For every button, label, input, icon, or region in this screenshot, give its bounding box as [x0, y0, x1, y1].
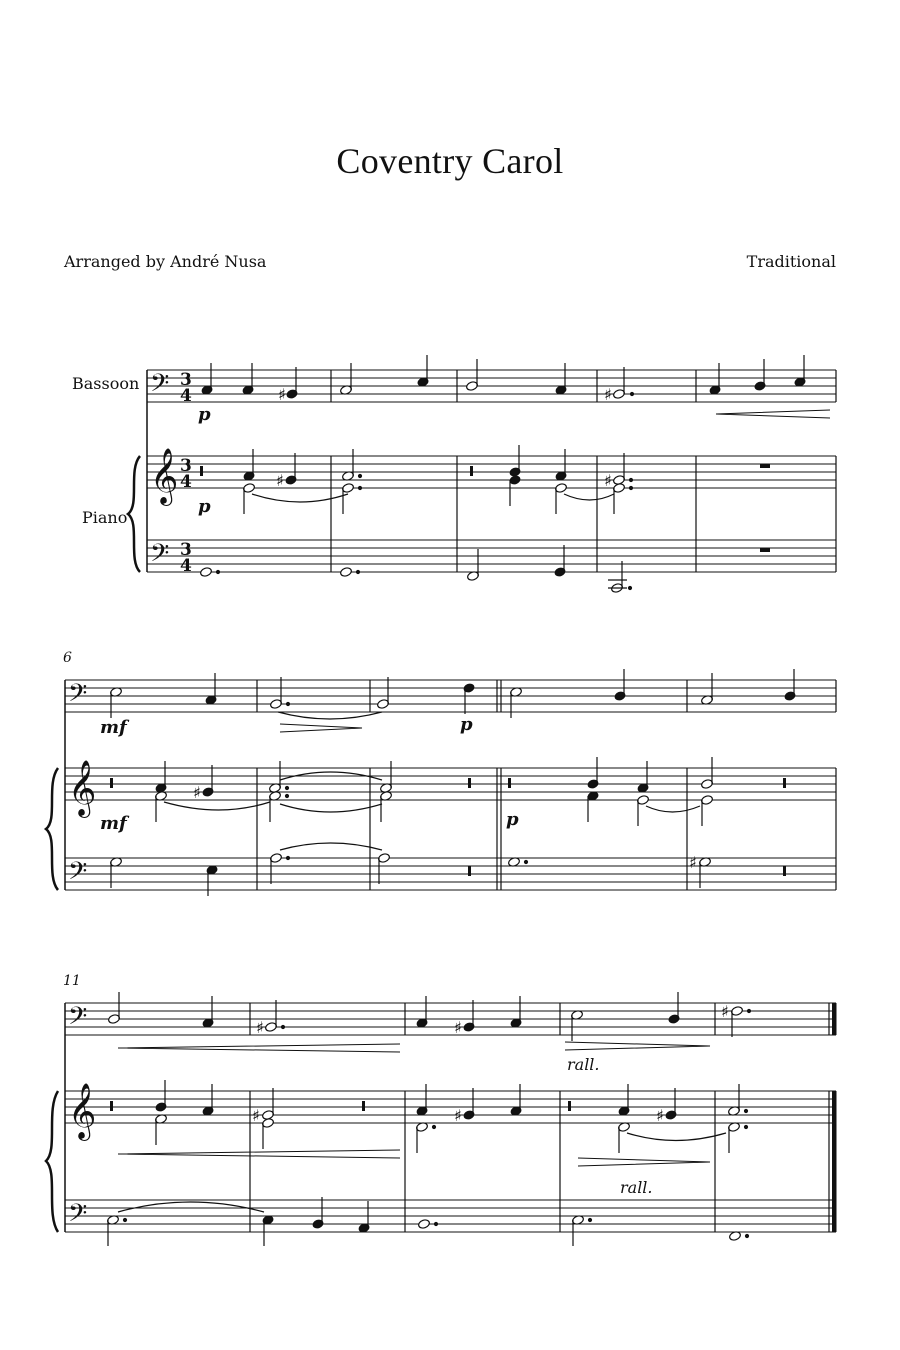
piano-lh-notes-3: [107, 1197, 749, 1246]
crescendo-hairpin: [118, 1150, 400, 1158]
decrescendo-hairpin: [280, 724, 362, 732]
tie: [280, 843, 382, 850]
svg-text:3: 3: [180, 370, 192, 390]
bass-clef-icon: 𝄢: [68, 857, 88, 892]
treble-clef-icon: 𝄞: [150, 448, 179, 504]
barlines-3: [250, 1003, 829, 1232]
sharp-icon: ♯: [193, 783, 201, 802]
staff-piano-rh-3: [65, 1091, 836, 1123]
bass-clef-icon: 𝄢: [150, 369, 170, 404]
sharp-icon: ♯: [604, 471, 612, 490]
system-1: [72, 355, 836, 593]
dynamic-mf: mf: [100, 717, 127, 738]
tie: [252, 494, 348, 502]
tie: [627, 1133, 726, 1141]
svg-text:4: 4: [180, 386, 192, 406]
rall-marking: rall.: [567, 1055, 600, 1074]
decrescendo-hairpin: [565, 1042, 710, 1050]
dynamic-p: p: [198, 496, 211, 517]
bass-clef-icon: 𝄢: [68, 679, 88, 714]
staff-piano-lh-1: [147, 540, 836, 572]
staff-bassoon-2: [65, 680, 836, 712]
bass-clef-icon: 𝄢: [150, 539, 170, 574]
staff-piano-lh-2: [65, 858, 836, 890]
tie: [564, 494, 614, 500]
instrument-label-piano: Piano: [82, 508, 128, 527]
decrescendo-hairpin: [578, 1158, 710, 1166]
rall-marking: rall.: [620, 1178, 653, 1197]
sharp-icon: ♯: [604, 385, 612, 404]
sharp-icon: ♯: [252, 1106, 260, 1125]
measure-number: 11: [63, 973, 81, 989]
staff-piano-lh-3: [65, 1200, 836, 1232]
system-2: [46, 650, 836, 896]
piano-brace: [128, 456, 140, 572]
dynamic-mf: mf: [100, 813, 127, 834]
piano-lh-notes-1: [200, 545, 770, 593]
tie: [280, 804, 382, 812]
score-title: Coventry Carol: [336, 141, 564, 181]
bassoon-notes-3: [108, 992, 751, 1041]
instrument-label-bassoon: Bassoon: [72, 374, 140, 393]
sharp-icon: ♯: [454, 1018, 462, 1037]
sharp-icon: ♯: [256, 1018, 264, 1037]
svg-text:3: 3: [180, 456, 192, 476]
svg-text:3: 3: [180, 540, 192, 560]
crescendo-hairpin: [716, 410, 830, 418]
piano-brace: [46, 1091, 58, 1232]
sharp-icon: ♯: [278, 385, 286, 404]
measure-number: 6: [63, 650, 72, 666]
bassoon-notes-1: [201, 355, 806, 399]
tie: [646, 806, 700, 812]
sharp-icon: ♯: [276, 471, 284, 490]
barlines-1: [331, 370, 836, 572]
bass-clef-icon: 𝄢: [68, 1002, 88, 1037]
tie: [278, 712, 382, 719]
bassoon-notes-2: [110, 669, 796, 718]
tie: [118, 1202, 264, 1212]
svg-text:4: 4: [180, 472, 192, 492]
sharp-icon: ♯: [656, 1106, 664, 1125]
staff-piano-rh-2: [65, 768, 836, 800]
dynamic-p: p: [198, 404, 211, 425]
dynamic-p: p: [506, 809, 519, 830]
bass-clef-icon: 𝄢: [68, 1199, 88, 1234]
composer-credit: Traditional: [746, 252, 836, 271]
time-signature: [180, 370, 192, 576]
treble-clef-icon: 𝄞: [68, 1083, 97, 1139]
crescendo-hairpin: [118, 1044, 400, 1052]
arranger-credit: Arranged by André Nusa: [64, 252, 267, 271]
sharp-icon: ♯: [454, 1106, 462, 1125]
tie: [164, 802, 270, 810]
sharp-icon: ♯: [721, 1002, 729, 1021]
piano-brace: [46, 768, 58, 890]
final-barline: [832, 1003, 837, 1232]
sharp-icon: ♯: [689, 853, 697, 872]
dynamic-p: p: [460, 714, 473, 735]
treble-clef-icon: 𝄞: [68, 760, 97, 816]
system-3: [46, 973, 837, 1246]
svg-text:4: 4: [180, 556, 192, 576]
